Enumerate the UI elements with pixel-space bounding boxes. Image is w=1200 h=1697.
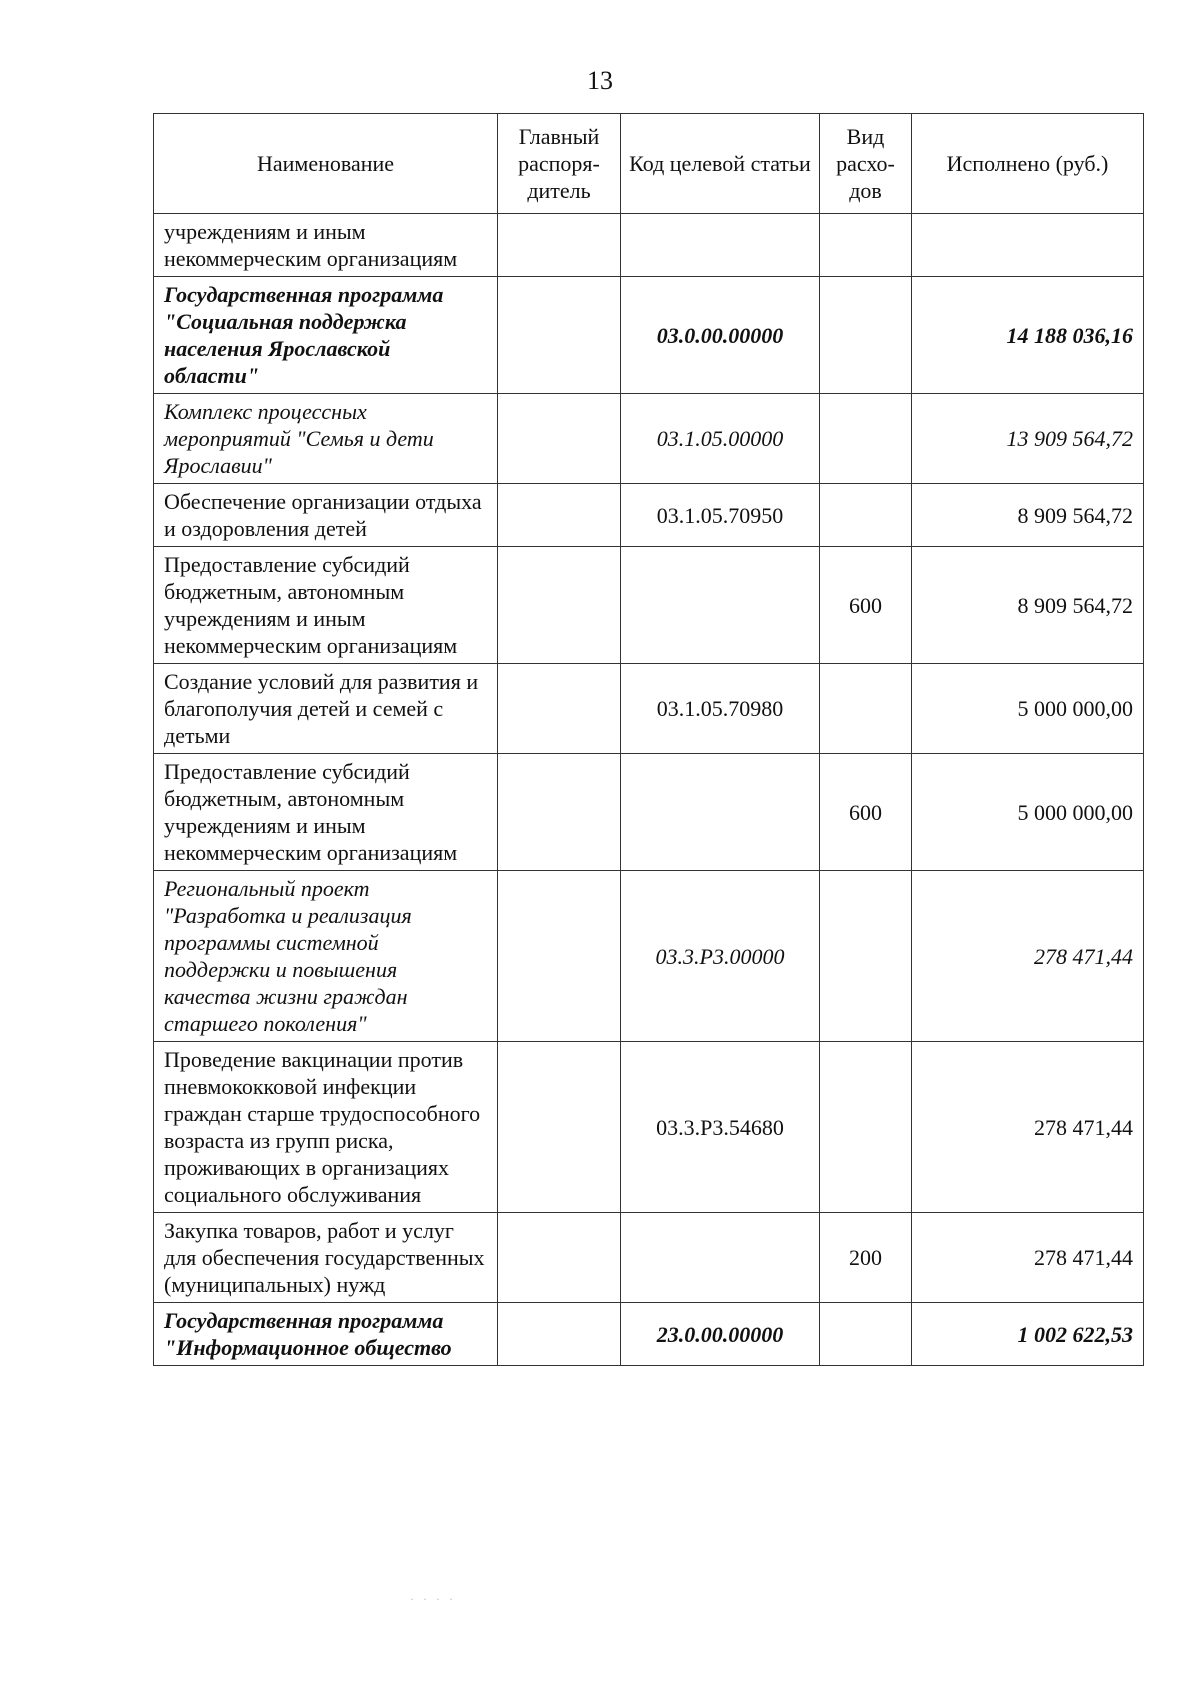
table-row (154, 1042, 1144, 1213)
table-row (154, 664, 1144, 754)
row-vid (820, 484, 912, 547)
table-row (154, 484, 1144, 547)
row-vid (820, 394, 912, 484)
header-distributor: Главный распоря-дитель (498, 114, 621, 214)
row-vid: 600 (820, 754, 912, 871)
row-amount: 8 909 564,72 (912, 547, 1144, 664)
row-amount: 8 909 564,72 (912, 484, 1144, 547)
row-code (621, 214, 820, 277)
row-distributor (498, 214, 621, 277)
budget-table (153, 113, 1144, 1366)
row-vid (820, 277, 912, 394)
table-body (154, 214, 1144, 1366)
row-code: 03.1.05.70980 (621, 664, 820, 754)
row-amount: 14 188 036,16 (912, 277, 1144, 394)
row-code (621, 547, 820, 664)
row-distributor (498, 547, 621, 664)
row-amount: 5 000 000,00 (912, 664, 1144, 754)
row-amount (912, 214, 1144, 277)
table-row (154, 547, 1144, 664)
row-name: Предоставление субсидий бюджетным, автономным учреждениям и иным некоммерческим организациям (154, 547, 498, 664)
row-code: 03.3.P3.54680 (621, 1042, 820, 1213)
row-code: 23.0.00.00000 (621, 1303, 820, 1366)
row-name: Создание условий для развития и благополучия детей и семей с детьми (154, 664, 498, 754)
row-vid (820, 664, 912, 754)
row-distributor (498, 754, 621, 871)
row-name: Закупка товаров, работ и услуг для обеспечения государственных (муниципальных) нужд (154, 1213, 498, 1303)
row-code: 03.1.05.70950 (621, 484, 820, 547)
header-code: Код целевой статьи (621, 114, 820, 214)
header-amount: Исполнено (руб.) (912, 114, 1144, 214)
row-amount: 278 471,44 (912, 1213, 1144, 1303)
row-name: Государственная программа "Информационное общество (154, 1303, 498, 1366)
row-code (621, 1213, 820, 1303)
header-name: Наименование (154, 114, 498, 214)
row-distributor (498, 277, 621, 394)
row-name: учреждениям и иным некоммерческим организациям (154, 214, 498, 277)
row-distributor (498, 1303, 621, 1366)
row-code: 03.3.P3.00000 (621, 871, 820, 1042)
table-row (154, 1213, 1144, 1303)
row-name: Региональный проект "Разработка и реализация программы системной поддержки и повышения качества жизни граждан старшего поколения" (154, 871, 498, 1042)
row-name: Проведение вакцинации против пневмококковой инфекции граждан старше трудоспособного возраста из групп риска, проживающих в организациях социального обслуживания (154, 1042, 498, 1213)
page-number: 13 (587, 66, 613, 95)
row-distributor (498, 664, 621, 754)
row-vid (820, 1042, 912, 1213)
row-name: Обеспечение организации отдыха и оздоровления детей (154, 484, 498, 547)
row-amount: 1 002 622,53 (912, 1303, 1144, 1366)
table-row (154, 394, 1144, 484)
row-vid (820, 871, 912, 1042)
row-name: Предоставление субсидий бюджетным, автономным учреждениям и иным некоммерческим организациям (154, 754, 498, 871)
row-name: Комплекс процессных мероприятий "Семья и дети Ярославии" (154, 394, 498, 484)
row-distributor (498, 484, 621, 547)
row-name: Государственная программа "Социальная поддержка населения Ярославской области" (154, 277, 498, 394)
row-vid (820, 214, 912, 277)
row-distributor (498, 871, 621, 1042)
row-distributor (498, 1042, 621, 1213)
row-vid (820, 1303, 912, 1366)
row-vid: 200 (820, 1213, 912, 1303)
scan-artifact: · · · · (410, 1592, 456, 1606)
table-row (154, 214, 1144, 277)
table-row (154, 871, 1144, 1042)
table-row (154, 1303, 1144, 1366)
row-amount: 13 909 564,72 (912, 394, 1144, 484)
table-header-row (154, 114, 1144, 214)
header-vid: Вид расхо-дов (820, 114, 912, 214)
row-code (621, 754, 820, 871)
row-distributor (498, 1213, 621, 1303)
table-row (154, 754, 1144, 871)
table-row (154, 277, 1144, 394)
row-vid: 600 (820, 547, 912, 664)
row-amount: 5 000 000,00 (912, 754, 1144, 871)
row-code: 03.1.05.00000 (621, 394, 820, 484)
row-amount: 278 471,44 (912, 871, 1144, 1042)
row-code: 03.0.00.00000 (621, 277, 820, 394)
row-distributor (498, 394, 621, 484)
row-amount: 278 471,44 (912, 1042, 1144, 1213)
